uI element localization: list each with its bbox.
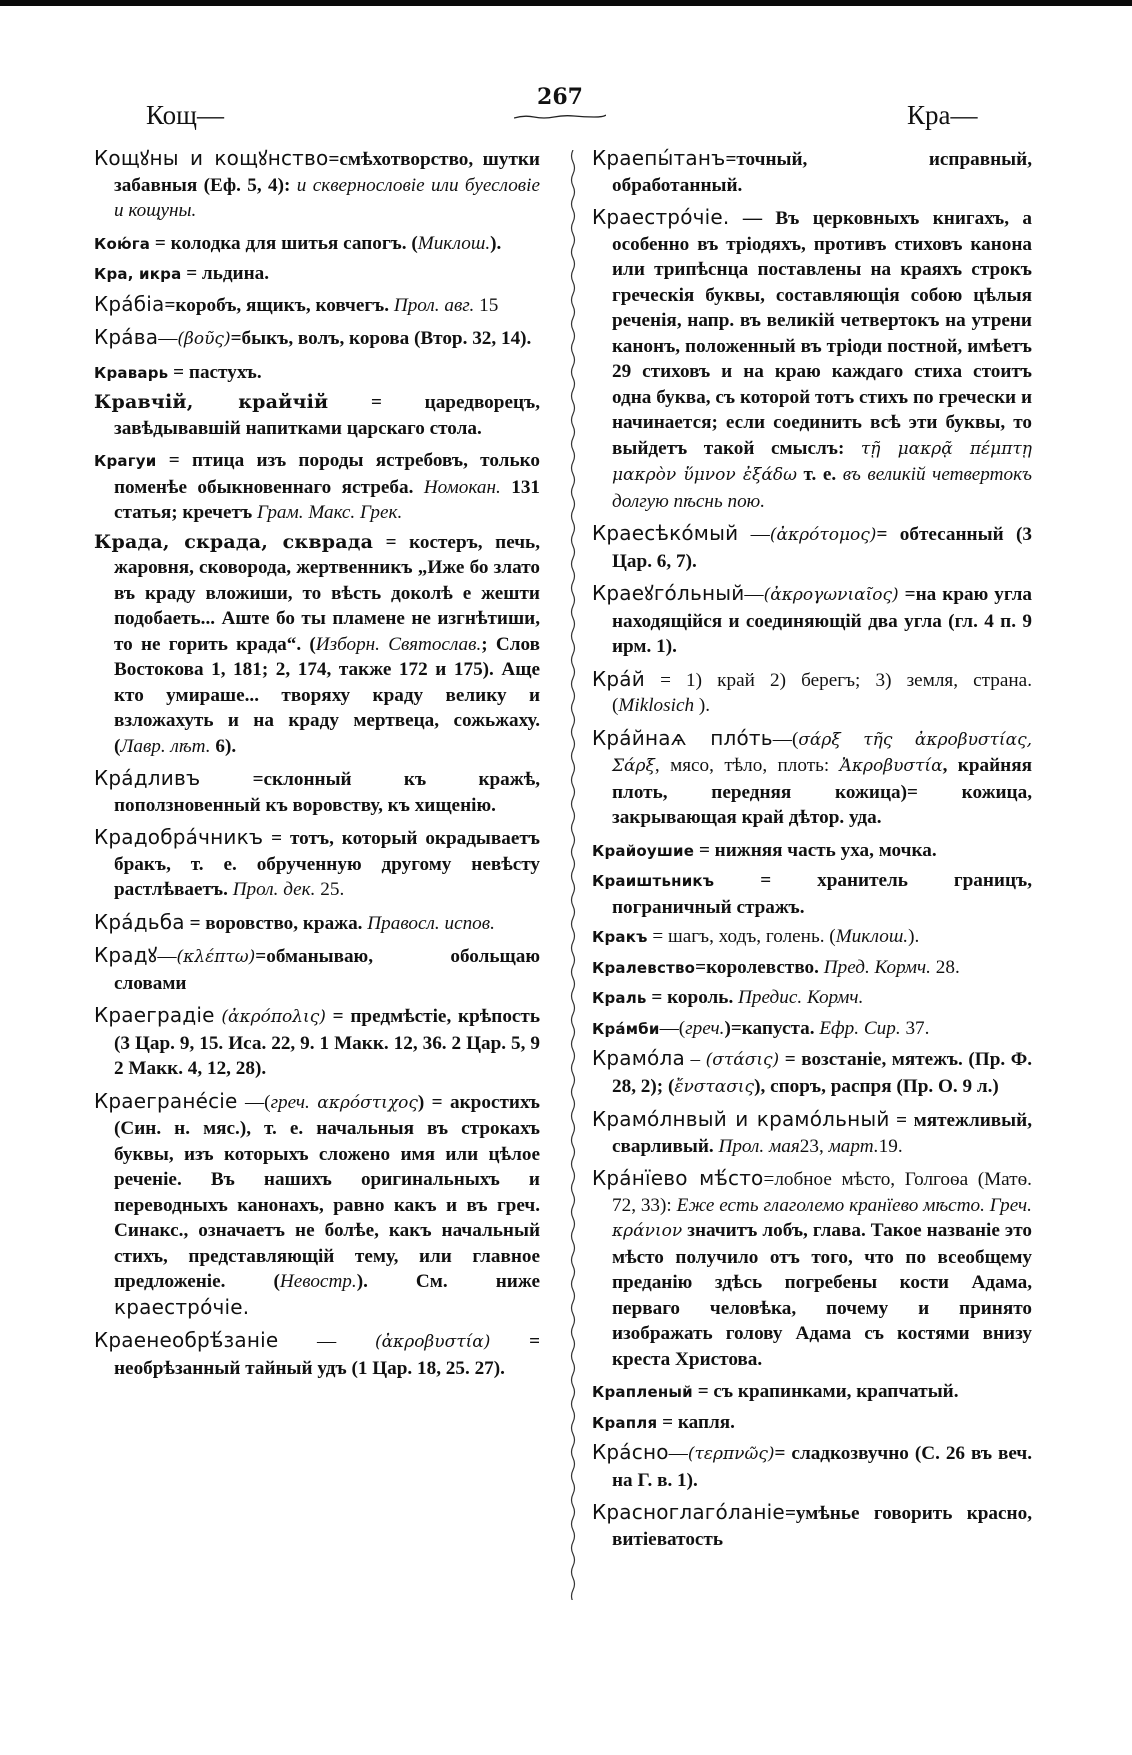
entry-definition: =смѣхотворство, шутки забавныя (Еф. 5, 4): xyxy=(114,149,540,196)
dictionary-entry xyxy=(94,530,540,760)
entry-definition: = возстаніе, мятежъ. (Пр. Ф. 28, 2); ( xyxy=(612,1049,1032,1097)
running-head-right: Кра— xyxy=(907,100,978,130)
entry-definition: = обтесанный (3 Цар. 6, 7). xyxy=(612,524,1032,572)
dictionary-entry xyxy=(94,1328,540,1381)
dictionary-entry xyxy=(94,261,540,288)
entry-definition: =на краю угла находящійся и соединяющій два угла (гл. 4 п. 9 ирм. 1). xyxy=(612,584,1032,657)
dictionary-entry xyxy=(592,521,1032,574)
source-reference: Ефр. Сир. xyxy=(819,1017,901,1039)
entry-headword: Краегране́сіе xyxy=(94,1088,238,1113)
source-reference: Невостр. xyxy=(279,1271,357,1292)
entry-definition: =лобное мѣсто, Голгоѳа (Матѳ. 72, 33): xyxy=(612,1169,1032,1216)
source-reference: Изборн. Святослав. xyxy=(315,633,482,655)
entry-definition: — xyxy=(157,946,177,967)
source-reference: Миклош. xyxy=(835,926,909,947)
entry-headword: Краль xyxy=(592,989,647,1007)
entry-definition: ) = акростихъ (Син. н. мяс.), т. е. начальныя въ строкахъ буквы, изъ которыхъ сложено имя или цѣлое реченіе. Въ нашихъ оригинальныхъ и переводныхъ канонахъ, равно какъ и въ греч. Синакс., означаетъ не болѣе, какъ начальный стихъ, представляющій тему, или главное предложеніе. ( xyxy=(114,1091,540,1292)
entry-definition: = капля. xyxy=(657,1411,735,1433)
entry-definition: — xyxy=(738,524,770,545)
entry-definition: =королевство. xyxy=(695,956,824,978)
dictionary-entry xyxy=(592,1046,1032,1100)
entry-definition: )=капуста. xyxy=(724,1017,820,1039)
greek-term: τῇ μακρᾷ πέμπτῃ μακρὸν ὕμνον ἐξάδω xyxy=(612,438,1032,485)
entry-definition: 131 статья; кречетъ xyxy=(114,476,540,523)
entry-definition: — Въ церковныхъ книгахъ, а особенно въ тріодяхъ, противъ стиховъ канона или трипѣснца поставлены на краяхъ строкъ греческія буквы, составляющія собою цѣлыя реченія, напр. въ великій четвертокъ на утрени канонъ, положенный въ тріоди постной, имѣетъ 29 стиховъ и на краю каждаго стиха стоитъ одна буква, съ которой тотъ стихъ по гречески и начинается; если соединить всѣ эти буквы, то выйдетъ такой смыслъ: xyxy=(612,208,1032,459)
source-reference: Прол. авг. xyxy=(393,294,475,316)
dictionary-entry xyxy=(592,581,1032,660)
entry-definition: краестро́чіе. xyxy=(114,1294,250,1319)
entry-headword: Крагуи xyxy=(94,452,157,470)
entry-definition: = колодка для шитья сапогъ. ( xyxy=(150,232,418,254)
entry-definition: —( xyxy=(659,1017,686,1039)
entry-headword: Крадобра́чникъ xyxy=(94,825,264,849)
dictionary-entry xyxy=(592,1016,1032,1043)
greek-term: ἔνστασις xyxy=(674,1076,755,1097)
source-reference: Миклош. xyxy=(417,232,491,254)
greek-term: (βοῦς) xyxy=(177,329,231,349)
entry-definition: = птица изъ породы ястребовъ, только поменѣе обыкновеннаго ястреба. xyxy=(114,450,540,498)
entry-definition: 15 xyxy=(474,294,499,316)
entry-headword: Кра́сно xyxy=(592,1440,669,1464)
page-number-rule xyxy=(514,114,606,120)
source-reference: Пред. Кормч. xyxy=(823,956,931,978)
entry-definition: = тотъ, который окрадываетъ бракъ, т. е. обрученную другому невѣсту растлѣваетъ. xyxy=(114,828,540,900)
entry-headword: Кравчій, крайчій xyxy=(94,391,329,413)
entry-headword: Красноглаго́ланіе xyxy=(592,1500,785,1524)
entry-headword: Кра́мби xyxy=(592,1019,660,1038)
entry-definition: = предмѣстіе, крѣпость (3 Цар. 9, 15. Иса. 22, 9. 1 Макк. 12, 36. 2 Цар. 5, 9 2 Макк. 4, 12, 28). xyxy=(114,1006,540,1079)
entry-definition: ). См. ниже xyxy=(356,1271,540,1292)
dictionary-entry xyxy=(592,1410,1032,1437)
entry-definition: ), споръ, распря (Пр. О. 9 л.) xyxy=(754,1075,999,1097)
entry-headword: Кра́й xyxy=(592,666,645,691)
dictionary-entry xyxy=(592,955,1032,982)
entry-headword: Кра́йнаѧ пло́ть xyxy=(592,725,773,750)
entry-definition: = хранитель границъ, пограничный стражъ. xyxy=(612,870,1032,918)
entry-headword: Крамо́ла xyxy=(592,1046,685,1070)
greek-term: (τερπνῶς) xyxy=(687,1444,775,1464)
entry-headword: Кра́дливъ xyxy=(94,766,201,790)
entry-headword: Кра, икра xyxy=(94,265,182,283)
entry-headword: Кра́дьба xyxy=(94,909,185,934)
source-reference: Правосл. испов. xyxy=(367,912,495,934)
source-reference: Номокан. xyxy=(423,476,501,498)
entry-headword: Кою́га xyxy=(94,234,151,253)
dictionary-entry xyxy=(94,231,540,258)
entry-definition: =коробъ, ящикъ, ковчегъ. xyxy=(164,294,394,316)
entry-definition: ). xyxy=(908,926,920,947)
entry-headword: Краенеобрѣ́заніе xyxy=(94,1328,279,1352)
greek-term: σάρξ τῆς ἀκροβυστίας, Σάρξ xyxy=(612,729,1032,776)
greek-term: ακρόστιχος xyxy=(317,1092,418,1113)
entry-definition: = 1) край 2) берегъ; 3) земля, страна. ( xyxy=(612,669,1032,716)
entry-headword: Краиштьникъ xyxy=(592,872,715,890)
source-reference: Miklosich xyxy=(618,695,695,716)
running-head-left: Кощ— xyxy=(146,100,224,130)
entry-definition: = мятежливый, сварливый. xyxy=(612,1110,1032,1157)
entry-definition: = воровство, кража. xyxy=(184,912,368,934)
dictionary-entry xyxy=(94,146,540,224)
entry-definition: =склонный къ кражѣ, поползновенный къ воровству, къ хищенію. xyxy=(114,769,540,816)
greek-term: (ἀκρογωνιαῖος) xyxy=(763,585,899,605)
entry-headword: Кра́ва xyxy=(94,325,159,349)
entry-definition: ; Слов Востокова 1, 181; 2, 174, также 172 и 175). Аще кто умираше... творяху краду велику и взложахуть и на краду мертвеца, сожьжаху. ( xyxy=(114,633,540,757)
dictionary-entry xyxy=(592,1107,1032,1159)
entry-headword: Краестро́чіе. xyxy=(592,205,730,229)
dictionary-entry xyxy=(94,325,540,353)
source-reference: Лавр. лѣт. xyxy=(120,735,211,757)
source-reference: Грам. Макс. Грек. xyxy=(256,502,403,523)
entry-definition: ). xyxy=(694,695,711,716)
entry-definition: — xyxy=(158,328,178,349)
dictionary-entry xyxy=(592,1379,1032,1406)
source-reference: Прол. дек. xyxy=(232,879,316,900)
entry-headword: Крапля xyxy=(592,1413,658,1432)
entry-definition: — xyxy=(744,584,764,605)
source-reference: Предис. Кормч. xyxy=(738,987,864,1008)
entry-definition: = льдина. xyxy=(181,263,270,284)
source-reference: въ великій четвертокъ долгую пѣснь пою. xyxy=(612,464,1033,512)
entry-definition: , крайняя плоть, передняя кожица)= кожица, закрывающая край дѣтор. уда. xyxy=(612,755,1032,828)
entry-headword: Краепы́танъ xyxy=(592,146,726,170)
entry-definition: = костеръ, печь, жаровня, сковорода, жертвенникъ „Иже бо злато въ краду вложиши, то вѣсть доколѣ е жешти подобаеть... Аште бо ты пламене не изгнѣтиши, то не горить крада“. ( xyxy=(114,531,540,655)
source-reference: март. xyxy=(828,1135,879,1157)
entry-definition: — xyxy=(668,1443,688,1464)
dictionary-entry xyxy=(592,985,1032,1012)
page-number: 267 xyxy=(537,84,583,110)
entry-headword: Крадꙋ xyxy=(94,943,158,967)
entry-definition: 6). xyxy=(210,735,237,757)
dictionary-entry xyxy=(592,146,1032,198)
entry-definition: т. е. xyxy=(796,464,843,485)
greek-term: (κλέπτω) xyxy=(176,947,256,967)
entry-definition: 25. xyxy=(315,879,345,900)
entry-definition: =обманываю, обольщаю словами xyxy=(114,946,540,994)
entry-headword: Краеградіе xyxy=(94,1003,215,1027)
source-reference: Прол. мая xyxy=(718,1135,800,1157)
dictionary-entry xyxy=(592,667,1032,719)
dictionary-entry xyxy=(592,1440,1032,1493)
entry-definition: = пастухъ. xyxy=(168,361,262,383)
dictionary-entry xyxy=(94,766,540,818)
greek-term: (ἀκρόπολις) xyxy=(221,1007,326,1027)
dictionary-entry xyxy=(592,924,1032,951)
greek-term: (στάσις) xyxy=(705,1050,780,1070)
dictionary-entry xyxy=(592,838,1032,865)
dictionary-entry xyxy=(592,1166,1032,1372)
entry-definition: 23, xyxy=(799,1135,829,1157)
entry-definition: = нижняя часть уха, мочка. xyxy=(694,839,937,861)
entry-definition: ). xyxy=(490,232,502,254)
entry-headword: Кра́нїево мѣ́сто xyxy=(592,1166,764,1190)
column-divider xyxy=(568,150,578,1600)
entry-definition: 19. xyxy=(878,1135,903,1157)
entry-definition: = необрѣзанный тайный удъ (1 Цар. 18, 25. 27). xyxy=(114,1331,541,1379)
entry-definition: = сладкозвучно (С. 26 въ веч. на Г. в. 1). xyxy=(612,1443,1032,1491)
entry-definition: 28. xyxy=(930,956,960,978)
entry-definition: —( xyxy=(237,1091,271,1113)
dictionary-entry xyxy=(592,205,1032,514)
entry-definition: =умѣнье говорить красно, витіеватость xyxy=(612,1503,1032,1550)
dictionary-entry xyxy=(94,1089,540,1322)
greek-term: (ἀκρότομος) xyxy=(769,525,877,545)
dictionary-entry xyxy=(94,360,540,387)
source-reference: и сквернословіе или буесловіе и кощуны. xyxy=(114,174,540,221)
entry-definition: – xyxy=(684,1049,706,1070)
source-reference: греч. xyxy=(685,1017,725,1039)
entry-definition: значитъ лобъ, глава. Такое названіе это мѣсто получило отъ того, что по всеобщему преданію здѣсь погребены кости Адама, перваго человѣка, почему и принято изображать голову Адама съ костями внизу креста Христова. xyxy=(612,1220,1032,1370)
entry-definition: =быкъ, волъ, корова (Втор. 32, 14). xyxy=(230,328,532,349)
entry-definition: , мясо, тѣло, плоть: xyxy=(654,755,840,776)
entry-definition: — xyxy=(278,1331,375,1352)
entry-headword: Краесѣко́мый xyxy=(592,521,739,545)
entry-headword: Кралевство xyxy=(592,958,696,977)
entry-definition: = шагъ, ходъ, голень. ( xyxy=(647,926,836,947)
dictionary-entry xyxy=(94,825,540,903)
dictionary-entry xyxy=(592,1500,1032,1552)
dictionary-entry xyxy=(94,448,540,526)
entry-headword: Краеꙋго́льный xyxy=(592,581,745,605)
source-reference: Еже есть глаголемо кранїево мѣсто. Греч. xyxy=(676,1194,1032,1216)
entry-headword: Крайоушие xyxy=(592,841,695,860)
entry-headword: Кощꙋны и кощꙋнство xyxy=(94,146,329,170)
dictionary-entry xyxy=(592,868,1032,920)
right-column xyxy=(592,146,1032,1559)
entry-definition: 37. xyxy=(900,1017,930,1039)
greek-term: κράνιον xyxy=(612,1221,683,1241)
dictionary-entry xyxy=(592,726,1032,831)
entry-headword: Крапленый xyxy=(592,1383,693,1401)
greek-term: Ἀκροβυστία xyxy=(839,756,943,776)
dictionary-entry xyxy=(94,292,540,319)
entry-definition: = царедворецъ, завѣдывавшій напитками царскаго стола. xyxy=(114,392,540,439)
entry-headword: Кра́біа xyxy=(94,291,165,316)
dictionary-entry xyxy=(94,943,540,996)
entry-headword: Крада, скрада, скврада xyxy=(94,530,374,553)
entry-definition: —( xyxy=(772,728,799,750)
entry-definition: = король. xyxy=(646,987,739,1008)
greek-term: (ἀκροβυστία) xyxy=(374,1332,491,1352)
entry-headword: Кракъ xyxy=(592,928,648,946)
dictionary-entry xyxy=(94,910,540,937)
source-reference: греч. xyxy=(270,1091,310,1113)
entry-headword: Крамо́лнвый и крамо́льный xyxy=(592,1107,890,1131)
dictionary-entry xyxy=(94,1003,540,1082)
entry-definition: =точный, исправный, обработанный. xyxy=(612,149,1032,196)
entry-definition: = съ крапинками, крапчатый. xyxy=(692,1381,959,1402)
left-column xyxy=(94,146,540,1388)
scan-top-edge xyxy=(0,0,1132,6)
entry-headword: Краварь xyxy=(94,363,169,382)
dictionary-entry xyxy=(94,390,540,441)
